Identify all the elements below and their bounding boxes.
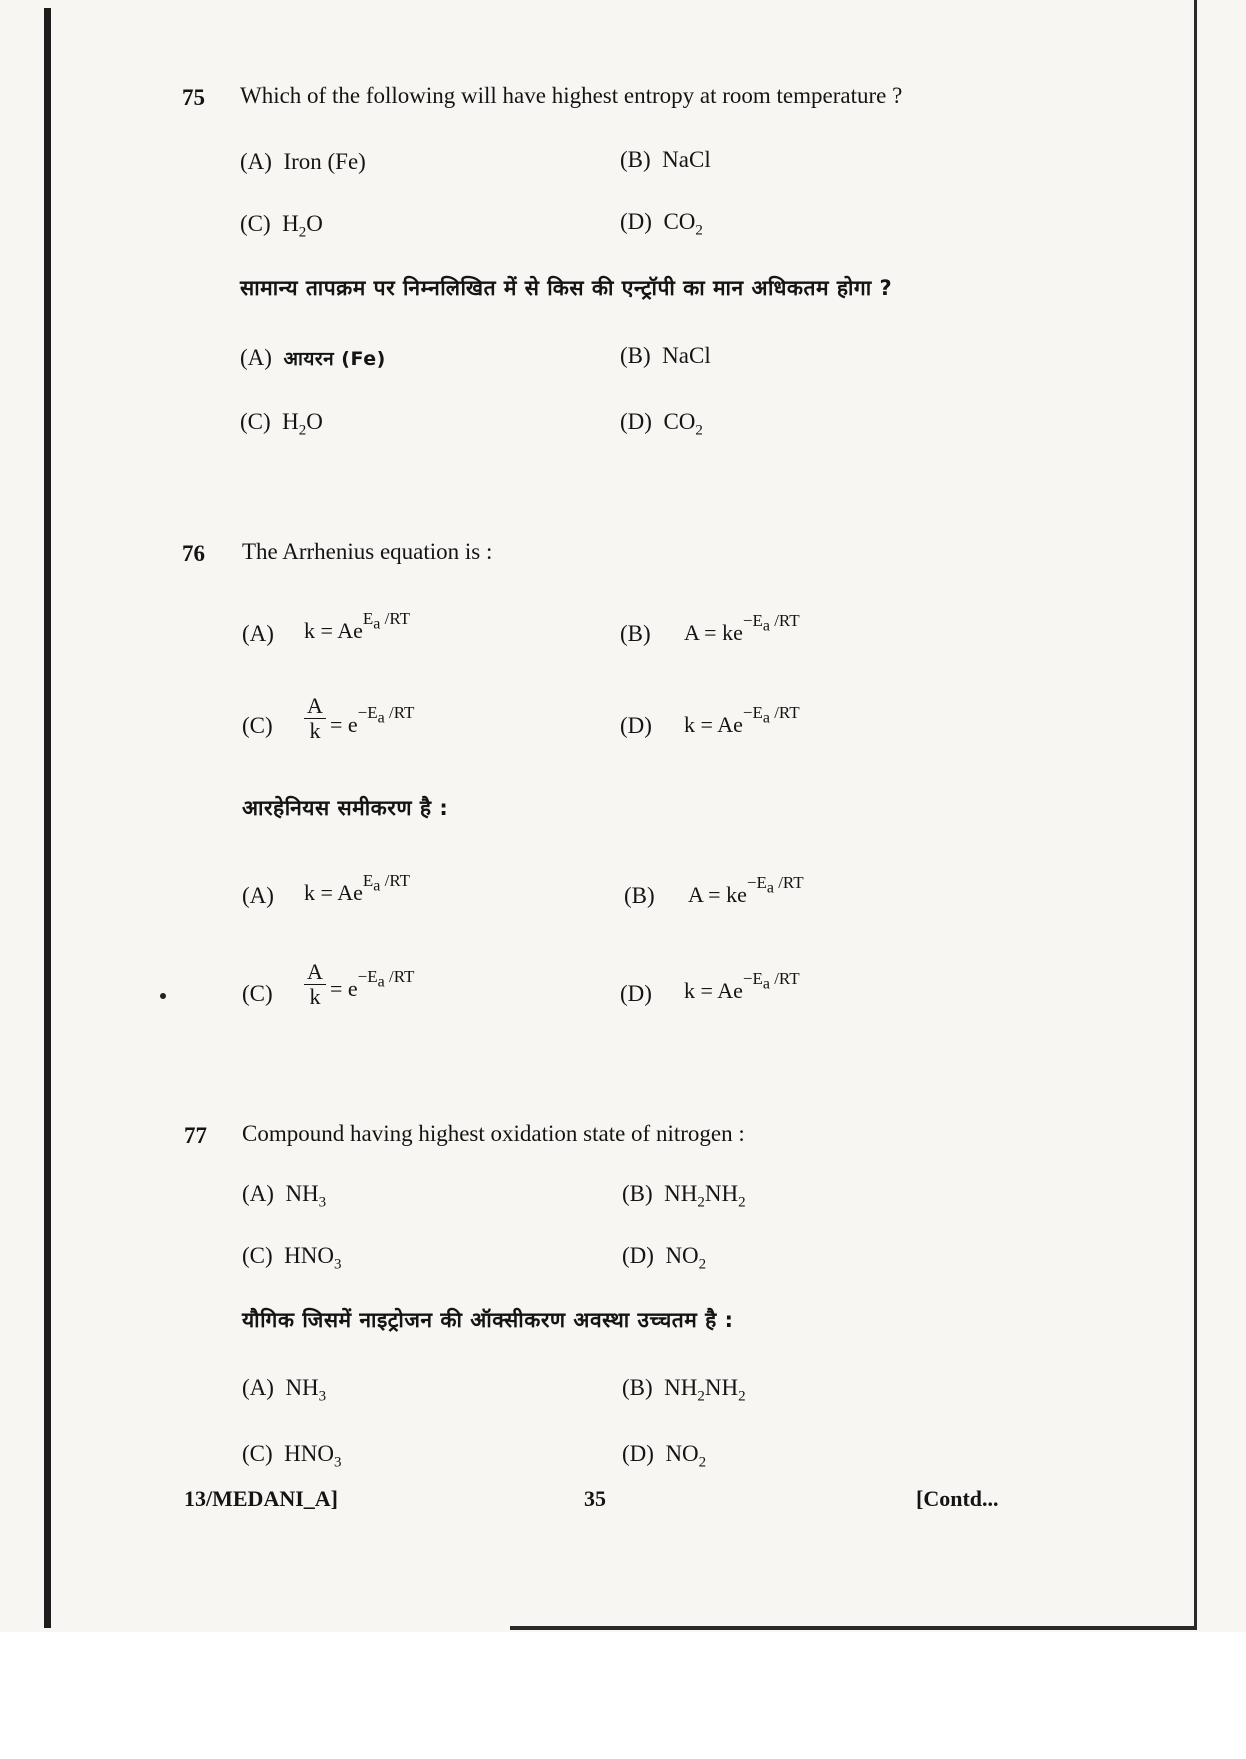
option-b-hindi: (B) $NH_2NH_2$	[622, 1375, 746, 1405]
formula-a: $k = Ae^{E_a /RT}$	[304, 609, 411, 643]
stray-dot	[160, 993, 166, 999]
question-number: 77	[184, 1123, 207, 1148]
question-text: Which of the following will have highest entropy at room temperature ?	[240, 83, 903, 108]
option-d-hindi: (D) $CO_2$	[620, 409, 703, 439]
option-c-hindi: (C)	[242, 981, 273, 1006]
continued-label: [Contd...	[916, 1486, 999, 1511]
paper-code: 13/MEDANI_A]	[184, 1486, 338, 1511]
option-c-hindi: (C) $H_2O$	[240, 409, 323, 439]
fraction-a-over-k-hindi: $\frac{A}{k}$	[304, 960, 326, 1009]
formula-d-hindi: $k = Ae^{-E_a /RT}$	[684, 969, 800, 1003]
option-a-hindi: (A) आयरन (Fe)	[240, 345, 386, 370]
option-c-hindi: (C) $HNO_3$	[242, 1441, 342, 1471]
option-d: (D) $NO_2$	[622, 1243, 707, 1273]
formula-c: = $e^{-E_a /RT}$	[330, 703, 415, 737]
question-text-hindi: यौगिक जिसमें नाइट्रोजन की ऑक्सीकरण अवस्था उच्चतम है :	[242, 1308, 734, 1332]
question-text-hindi: सामान्य तापक्रम पर निम्नलिखित में से किस की एन्ट्रॉपी का मान अधिकतम होगा ?	[240, 276, 893, 300]
question-number: 75	[182, 85, 205, 110]
option-a: (A) $NH_3$	[242, 1181, 327, 1211]
option-b-hindi: (B)	[624, 883, 655, 908]
option-c: (C)	[242, 713, 273, 738]
formula-a-hindi: $k = Ae^{E_a /RT}$	[304, 871, 411, 905]
option-c: (C) $H_2O$	[240, 211, 323, 241]
page-border-left	[44, 8, 51, 1628]
option-c: (C) $HNO_3$	[242, 1243, 342, 1273]
page-margin-bottom	[0, 1632, 1246, 1759]
question-text-hindi: आरहेनियस समीकरण है :	[242, 796, 449, 820]
option-a-hindi: (A) $NH_3$	[242, 1375, 327, 1405]
question-text: Compound having highest oxidation state of nitrogen :	[242, 1121, 745, 1146]
option-d: (D) $CO_2$	[620, 209, 703, 239]
fraction-a-over-k: $\frac{A}{k}$	[304, 694, 326, 743]
option-d-hindi: (D) $NO_2$	[622, 1441, 707, 1471]
formula-d: $k = Ae^{-E_a /RT}$	[684, 703, 800, 737]
option-b: (B)	[620, 621, 651, 646]
option-b-hindi: (B) NaCl	[620, 343, 711, 368]
option-a: (A) Iron (Fe)	[240, 149, 366, 174]
option-b: (B) $NH_2NH_2$	[622, 1181, 746, 1211]
option-d-hindi: (D)	[620, 981, 652, 1006]
question-number: 76	[182, 541, 205, 566]
question-text: The Arrhenius equation is :	[242, 539, 493, 564]
option-b: (B) NaCl	[620, 147, 711, 172]
formula-b-hindi: $A = ke^{-E_a /RT}$	[688, 873, 804, 907]
formula-c-hindi: = $e^{-E_a /RT}$	[330, 967, 415, 1001]
option-a-hindi: (A)	[242, 883, 274, 908]
option-d: (D)	[620, 713, 652, 738]
page-border-right	[1194, 0, 1197, 1628]
page-number: 35	[584, 1486, 606, 1511]
page-border-bottom	[510, 1626, 1197, 1630]
option-a: (A)	[242, 621, 274, 646]
formula-b: $A = ke^{-E_a /RT}$	[684, 611, 800, 645]
